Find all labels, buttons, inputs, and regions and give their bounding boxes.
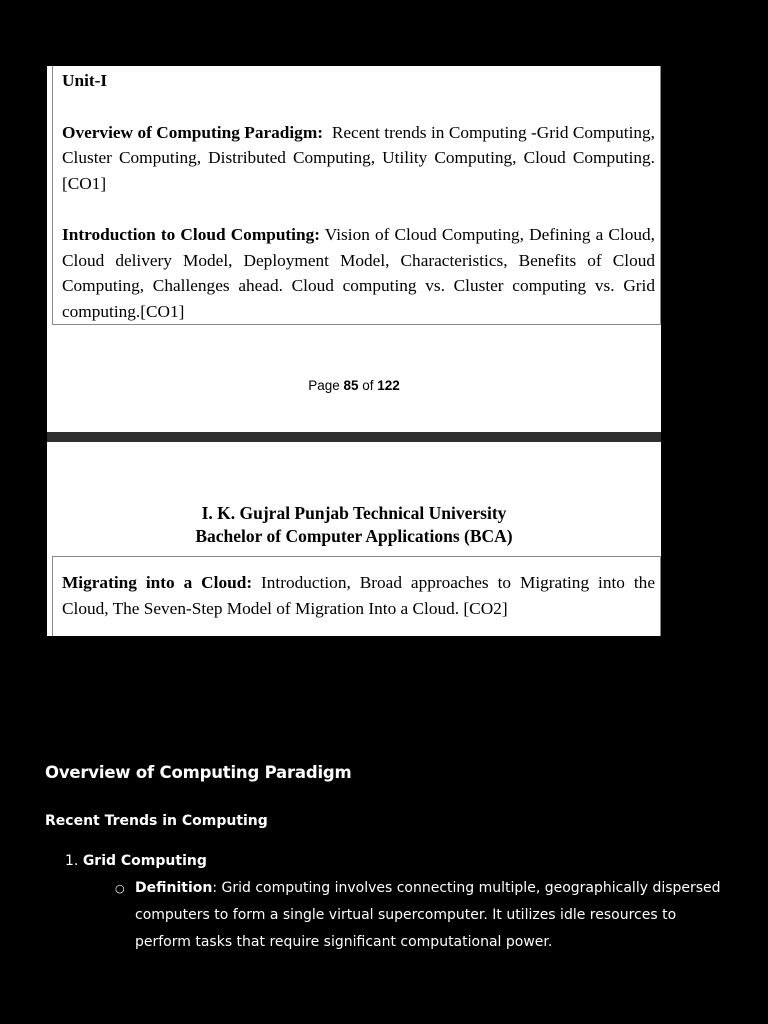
topic-text: Vision of Cloud Computing, Defining a Cloud, Cloud delivery Model, Deployment Model, Characteristics, Benefits of Cloud Computing, Challenges ahead. Cloud computing vs. Cluster computing vs. Grid computing.[CO1] <box>62 225 656 321</box>
definition-text: : Grid computing involves connecting multiple, geographically dispersed computers to form a single virtual supercomputer. It utilizes idle resources to perform tasks that require significant computational power. <box>135 880 721 950</box>
topic-text: Recent trends in Computing -Grid Computing, Cluster Computing, Distributed Computing, Utility Computing, Cloud Computing. [CO1] <box>62 122 668 193</box>
university-header <box>47 502 661 548</box>
unit-heading: Unit-I <box>62 71 108 90</box>
sub-list-item <box>115 875 725 956</box>
topic-title: Introduction to Cloud Computing: <box>62 225 320 244</box>
topic-title: Migrating into a Cloud: <box>62 573 253 592</box>
syllabus-page-image-1 <box>47 66 668 432</box>
page-separator <box>47 432 661 442</box>
page-total: 122 <box>377 378 400 393</box>
list-item-number: 1. <box>65 853 79 869</box>
page-label: Page <box>308 378 344 393</box>
topic-text: Introduction, Broad approaches to Migrating into the Cloud, The Seven-Step Model of Migration Into a Cloud. [CO2] <box>62 573 655 618</box>
ordered-list <box>65 853 721 956</box>
syllabus-page-image-2 <box>47 442 661 636</box>
notes-subheading: Recent Trends in Computing <box>45 813 268 829</box>
syllabus-table-cell <box>52 556 661 636</box>
syllabus-paragraph-overview <box>62 120 668 197</box>
program-name: Bachelor of Computer Applications (BCA) <box>195 526 513 546</box>
page-number <box>47 378 661 393</box>
page-of: of <box>358 378 378 393</box>
page-current: 85 <box>343 378 359 393</box>
notes-heading: Overview of Computing Paradigm <box>45 763 352 782</box>
syllabus-paragraph-migrating <box>62 570 655 621</box>
notes-section <box>45 763 735 950</box>
syllabus-paragraph-introduction <box>62 222 655 324</box>
topic-title: Overview of Computing Paradigm: <box>62 122 323 142</box>
circle-bullet-icon: ○ <box>115 882 125 895</box>
syllabus-table-cell <box>52 66 668 325</box>
list-item-title: Grid Computing <box>82 853 207 869</box>
university-name: I. K. Gujral Punjab Technical University <box>201 503 507 523</box>
definition-label: Definition <box>135 880 213 896</box>
list-item <box>65 853 655 869</box>
